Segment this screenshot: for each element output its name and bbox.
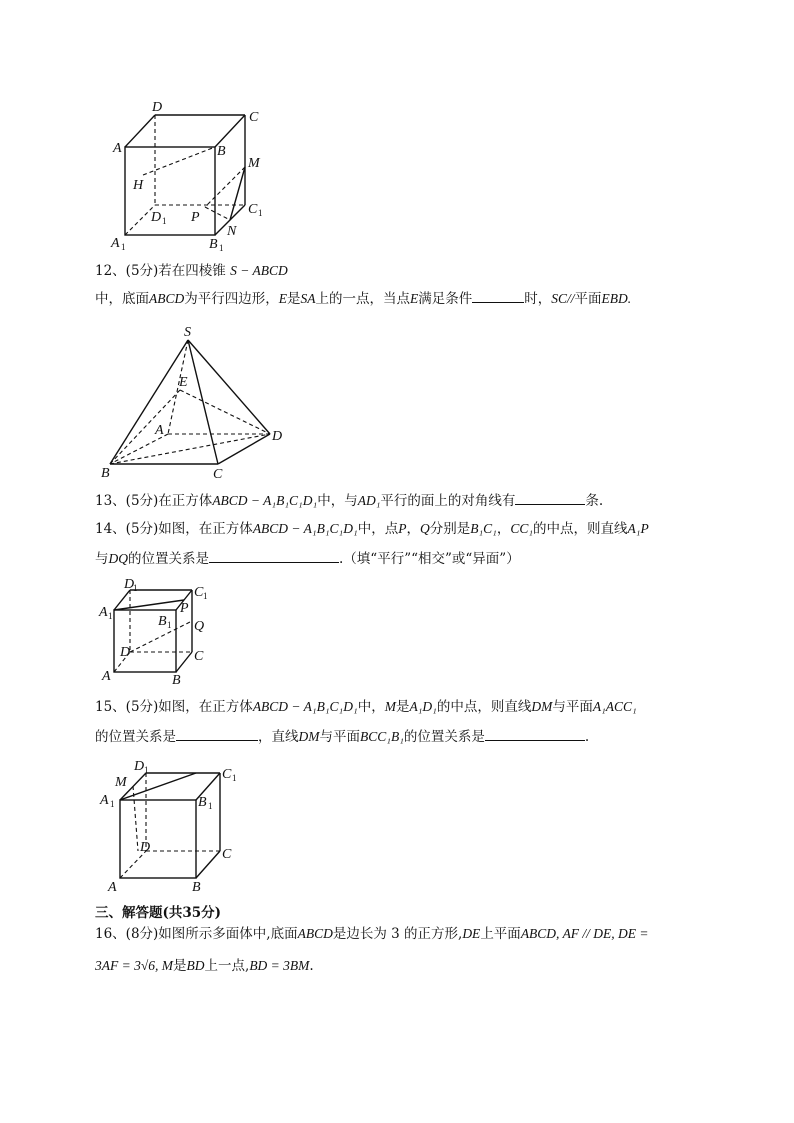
- q12-l: 平面: [574, 291, 602, 307]
- q12-i: 满足条件: [418, 291, 473, 307]
- label-B: B: [101, 466, 110, 481]
- q15-answer-blank-2[interactable]: [485, 728, 585, 741]
- q16-g: 3AF = 3√6, M: [95, 958, 174, 973]
- label-B1-sub: 1: [208, 801, 213, 811]
- q16-i: BD: [186, 958, 205, 973]
- q16-e: 上平面: [480, 926, 521, 942]
- q16-a: 16、(8分)如图所示多面体中,底面: [95, 926, 298, 942]
- q16-c: 是边长为 3 的正方形,: [332, 926, 463, 942]
- label-D1-sub: 1: [162, 216, 167, 226]
- label-C1: C: [194, 585, 204, 600]
- q16-l: .: [309, 958, 314, 974]
- figure-cube-q14: [96, 578, 226, 686]
- q15-k: 的位置关系是: [95, 729, 176, 745]
- q12-f: SA: [300, 291, 316, 306]
- q14-j: CC₁: [510, 521, 534, 536]
- label-N: N: [227, 224, 237, 239]
- q14-o: 的位置关系是: [128, 551, 209, 567]
- label-D1: D: [134, 759, 145, 774]
- q12-g: 上的一点，当点: [315, 291, 410, 307]
- q12-j: 时，: [524, 291, 552, 307]
- label-D: D: [272, 429, 283, 444]
- q14-k: 的中点，则直线: [533, 521, 628, 537]
- q15-b: ABCD − A₁B₁C₁D₁: [252, 699, 358, 714]
- label-C1-sub: 1: [258, 208, 263, 218]
- q14-line2: [95, 550, 520, 568]
- q16-k: BD = 3BM: [249, 958, 310, 973]
- label-A: A: [102, 669, 111, 684]
- label-A1: A: [100, 793, 109, 808]
- q16-line2: [95, 957, 314, 975]
- section-title: 三、解答题(共35分): [95, 905, 222, 921]
- q13-c: 中，与: [317, 493, 358, 509]
- label-D: D: [140, 840, 151, 855]
- q12-line1: [95, 262, 288, 280]
- q15-answer-blank-1[interactable]: [176, 728, 258, 741]
- label-D: D: [120, 645, 131, 660]
- q12-e: 是: [287, 291, 301, 307]
- label-A: A: [108, 880, 117, 895]
- q14-n: DQ: [108, 551, 128, 566]
- label-C1: C: [222, 767, 232, 782]
- label-C: C: [222, 847, 232, 862]
- q15-f: A₁D₁: [409, 699, 437, 714]
- q14-b: ABCD − A₁B₁C₁D₁: [252, 521, 358, 536]
- label-C: C: [213, 467, 223, 482]
- label-C1-sub: 1: [203, 591, 208, 601]
- label-P: P: [191, 210, 200, 225]
- q15-c: 中，: [357, 699, 385, 715]
- label-B: B: [217, 144, 226, 159]
- q15-p: 的位置关系是: [403, 729, 485, 745]
- q15-h: DM: [531, 699, 553, 714]
- q15-line1: [95, 698, 637, 716]
- label-A: A: [155, 423, 164, 438]
- q15-q: .: [584, 729, 590, 745]
- q14-i: ，: [496, 521, 511, 537]
- q14-l: A₁P: [627, 521, 649, 536]
- label-C: C: [249, 110, 259, 125]
- q15-m: DM: [298, 729, 320, 744]
- q14-f: Q: [419, 521, 430, 536]
- label-C1-sub: 1: [232, 773, 237, 783]
- q15-line2: [95, 728, 589, 746]
- q14-e: ，: [406, 521, 420, 537]
- label-E: E: [179, 375, 188, 390]
- label-B1: B: [158, 614, 167, 629]
- q13-line: [95, 492, 603, 510]
- label-C1: C: [248, 202, 258, 217]
- label-B1-sub: 1: [167, 620, 172, 630]
- figure-cube-q11: [105, 95, 275, 255]
- label-Q: Q: [194, 619, 205, 634]
- q12-answer-blank[interactable]: [472, 290, 524, 303]
- q16-line1: [95, 925, 649, 943]
- q14-a: 14、(5分)如图，在正方体: [95, 521, 253, 537]
- q16-h: 是: [173, 958, 187, 974]
- label-P: P: [180, 601, 189, 616]
- q13-b: ABCD − A₁B₁C₁D₁: [212, 493, 318, 508]
- q12-b: ABCD: [149, 291, 185, 306]
- q15-e: 是: [395, 699, 410, 715]
- q12-a: 中，底面: [95, 291, 149, 307]
- q15-n: 与平面: [319, 729, 360, 745]
- label-B: B: [192, 880, 201, 895]
- q15-g: 的中点，则直线: [436, 699, 532, 715]
- q12-h: E: [410, 291, 419, 306]
- q13-a: 13、(5分)在正方体: [95, 493, 213, 509]
- label-D1-sub: 1: [144, 765, 149, 775]
- q14-p: .（填“平行”“相交”或“异面”）: [339, 551, 520, 567]
- q13-answer-blank[interactable]: [515, 492, 585, 505]
- q15-j: A₁ACC₁: [592, 699, 637, 714]
- figure-cube-q15: [96, 756, 246, 896]
- figure-pyramid-q12: [98, 322, 298, 482]
- label-B: B: [172, 673, 181, 686]
- label-B1: B: [209, 237, 218, 252]
- q14-line1: [95, 520, 649, 538]
- q16-d: DE: [462, 926, 481, 941]
- label-A1-sub: 1: [108, 611, 113, 621]
- q15-l: ，直线: [258, 729, 299, 745]
- label-B1-sub: 1: [219, 243, 224, 253]
- label-M: M: [248, 156, 260, 171]
- q12-m: EBD.: [601, 291, 632, 306]
- label-A1: A: [111, 236, 120, 251]
- label-A1-sub: 1: [110, 799, 115, 809]
- q14-answer-blank[interactable]: [209, 550, 339, 563]
- q16-b: ABCD: [297, 926, 333, 941]
- label-B1: B: [198, 795, 207, 810]
- q15-o: BCC₁B₁: [360, 729, 404, 744]
- label-A1: A: [99, 605, 108, 620]
- q12-k: SC//: [551, 291, 575, 306]
- label-S: S: [184, 325, 191, 340]
- q13-f: 条.: [585, 493, 604, 509]
- label-D1: D: [151, 210, 162, 225]
- label-A: A: [113, 141, 122, 156]
- q12-c: 为平行四边形，: [184, 291, 279, 307]
- q12-prefix: 12、(5分)若在四棱锥: [95, 263, 226, 279]
- q15-d: M: [384, 699, 396, 714]
- label-M: M: [115, 775, 127, 790]
- q12-d: E: [278, 291, 287, 306]
- q14-h: B₁C₁: [470, 521, 497, 536]
- q12-line2: [95, 290, 631, 308]
- q12-math: S − ABCD: [230, 263, 288, 278]
- q13-e: 平行的面上的对角线有: [380, 493, 516, 509]
- label-C: C: [194, 649, 204, 664]
- label-D1-sub: 1: [133, 583, 138, 593]
- q15-a: 15、(5分)如图，在正方体: [95, 699, 253, 715]
- q14-c: 中，点: [357, 521, 399, 537]
- q14-d: P: [398, 521, 407, 536]
- q14-m: 与: [95, 551, 109, 567]
- q16-j: 上一点,: [204, 958, 250, 974]
- label-H: H: [133, 178, 144, 193]
- label-A1-sub: 1: [121, 242, 126, 252]
- q13-d: AD₁: [357, 493, 381, 508]
- q14-g: 分别是: [429, 521, 471, 537]
- label-D1: D: [124, 578, 135, 592]
- q15-i: 与平面: [552, 699, 593, 715]
- q16-f: ABCD, AF // DE, DE =: [520, 926, 649, 941]
- label-D: D: [152, 100, 163, 115]
